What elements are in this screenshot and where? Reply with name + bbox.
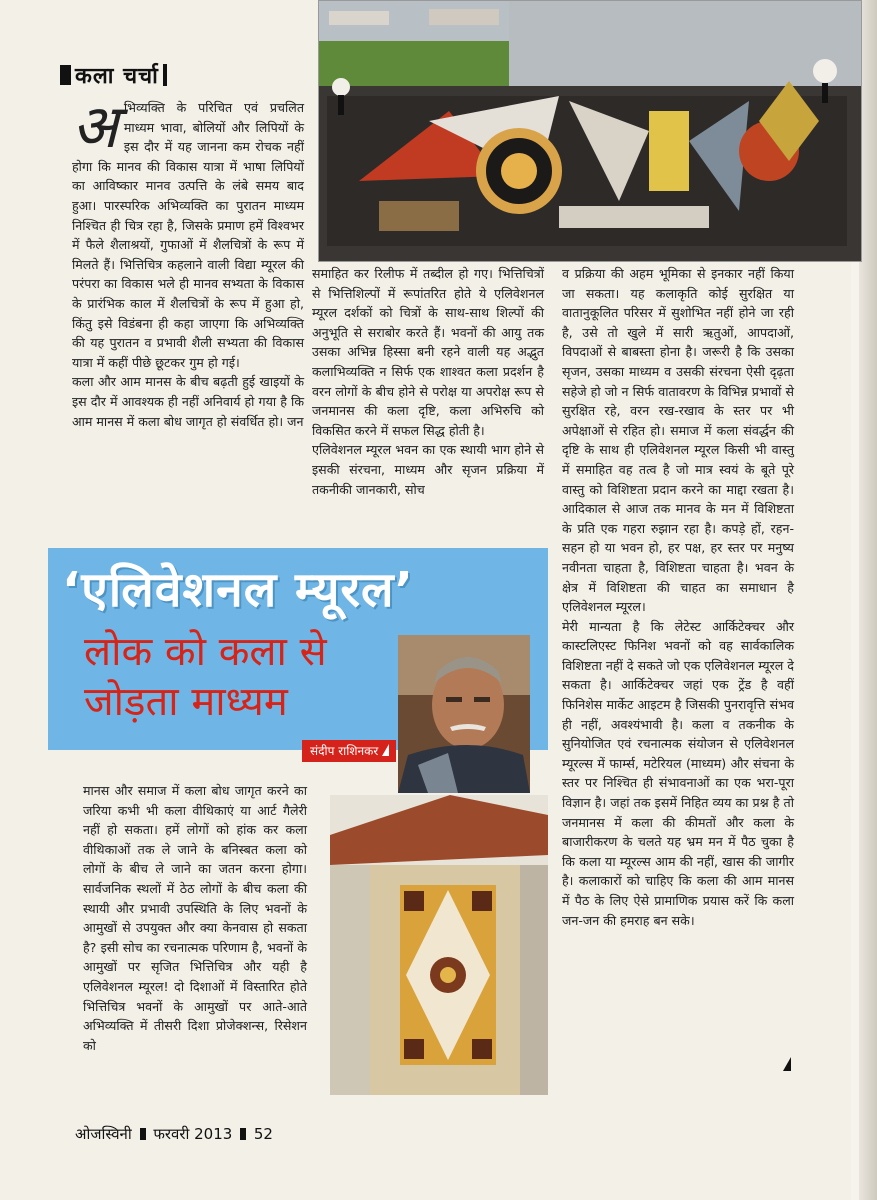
footer-issue-date: फरवरी 2013 bbox=[153, 1125, 233, 1143]
headline-title: ‘एलिवेशनल म्यूरल’ bbox=[62, 562, 414, 618]
article-paragraph: मानस और समाज में कला बोध जागृत करने का जरिया कभी भी कला वीथिकाएं या आर्ट गैलेरी नहीं हो सकता। हमें लोगों को हांक कर कला वीथिकाओं तक ले जाने के बनिस्बत कला को लोगों के बीच ले जाने का जतन करना होगा। सार्वजनिक स्थलों में ठेठ लोगों के बीच कला की स्थायी और प्रभावी उपस्थिति के लिए भवनों के आमुखों से उपयुक्त और क्या केनवास हो सकता है? इसी सोच का रचनात्मक परिणाम है, भवनों के आमुखों पर सृजित भित्तिचित्र और यही है एलिवेशनल म्यूरल! दो दिशाओं में विस्तारित होते भित्तिचित्र भवनों के आमुखों पर आते-आते अभिव्यक्ति में तीसरी दिशा प्रोजेक्शन्स, रिसेशन को bbox=[83, 783, 307, 1053]
author-portrait-photo bbox=[398, 635, 530, 793]
footer-separator bbox=[240, 1128, 246, 1140]
article-paragraph: अभिव्यक्ति के परिचित एवं प्रचलित माध्यम भावा, बोलियों और लिपियों के इस दौर में यह जानना कम रोचक नहीं होगा कि मानव की विकास यात्रा में भाषा लिपियों का आविष्कार मानव उत्पत्ति के लंबे समय बाद हुआ। पारस्परिक अभिव्यक्ति का पुरातन माध्यम निश्चित ही चित्र रहा है, जिसके प्रमाण हमें विश्वभर में फैले शैलाश्रयों, गुफाओं में शैलचित्रों के रूप में मिलते हैं। भित्तिचित्र कहलाने वाली विद्या म्यूरल की परंपरा का विकास भले ही मानव सभ्यता के विकास के प्रारंभिक काल में शैलचित्रों के रूप में हुआ हो, किंतु इसे विडंबना ही कहा जाएगा कि अभिव्यक्ति की यह पुरातन व प्रभावी शैली सभ्यता की विकास यात्रा में कहीं पीछे छूटकर गुम हो गई। bbox=[72, 92, 304, 370]
article-paragraph: व प्रक्रिया की अहम भूमिका से इनकार नहीं किया जा सकता। यह कलाकृति कोई सुरक्षित या वातानुकूलित परिसर में सुशोभित नहीं होने जा रही है, उसे तो खुले में सारी ऋतुओं, आपदाओं, विपदाओं से बाबस्ता होना है। जरूरी है कि उसका सृजन, उसका माध्यम व उसकी संरचना ऐसी दृढ़ता सहेजे हो जो न सिर्फ वातावरण के विभिन्न प्रभावों से सुरक्षित रहे, वरन रख-रखाव के स्तर पर भी अपेक्षाओं से रहित हो। समाज में कला संवर्द्धन की दृष्टि के साथ ही एलिवेशनल म्यूरल किसी भी वास्तु में समाहित वह तत्व है जो मात्र स्वयं के बूते पूरे वास्तु को विशिष्टता प्रदान करने का माद्दा रखता है। आदिकाल से आज तक मानव के मन में विशिष्टता के प्रति एक गहरा रुझान रहा है। कपड़े हों, रहन-सहन हो या भवन हो, हर पक्ष, हर स्तर पर मनुष्य नवीनता चाहता है, विशिष्टता चाहता है। भवन के क्षेत्र में विशिष्टता की चाहत का समाधान है एलिवेशनल म्यूरल। bbox=[562, 266, 794, 615]
headline-subtitle-line-1: लोक को कला से bbox=[84, 629, 327, 675]
page-footer bbox=[75, 1124, 273, 1144]
article-paragraph: समाहित कर रिलीफ में तब्दील हो गए। भित्तिचित्रों से भित्तिशिल्पों में रूपांतरित होते ये एलिवेशनल म्यूरल दर्शकों को चित्रों के साथ-साथ शिल्पों की अनुभूति से सराबोर करते हैं। भवनों की आयु तक उसका अभिन्न हिस्सा बनी रहने वाली यह अद्भुत कलाभिव्यक्ति न सिर्फ एक शाश्वत कला प्रदर्शन है वरन लोगों के बीच होने से परोक्ष या अपरोक्ष रूप से जनमानस की कला दृष्टि, कला अभिरुचि को विकसित करने में सफल सिद्ध होती है। bbox=[312, 266, 544, 438]
section-label-text: कला चर्चा bbox=[75, 64, 159, 89]
headline-subtitle-line-2: जोड़ता माध्यम bbox=[84, 679, 288, 725]
mural-wall-photo bbox=[318, 0, 862, 262]
article-column-1-continued bbox=[83, 781, 307, 1055]
article-column-3 bbox=[562, 264, 794, 930]
article-column-1 bbox=[72, 92, 304, 431]
byline-pen-mark bbox=[382, 744, 389, 756]
article-paragraph: मेरी मान्यता है कि लेटेस्ट आर्किटेक्चर और कास्टलिएस्ट फिनिश भवनों को वह सार्वकालिक विशिष्टता नहीं दे सकते जो एक एलिवेशनल म्यूरल दे सकता है। आर्किटेक्चर जहां एक ट्रेंड है वहीं फिनिशेस मार्केट आइटम है जिसकी पुनरावृत्ति संभव ही नहीं, अवश्यंभावी है। कला व तकनीक के सुनियोजित एवं रचनात्मक संयोजन से एलिवेशनल म्यूरल्स में फार्म्स, मटेरियल (माध्यम) और संचना के स्तर पर निश्चित ही संभावनाओं का एक भरा-पूरा विज्ञान है। जहां तक इसमें निहित व्यय का प्रश्न है तो जनमानस में कला की कीमतों और कला के बाजारीकरण के चलते यह भ्रम मन में पैठ चुका है कि कला या म्यूरल्स आम की नहीं, खास की जागीर है। कलाकारों को चाहिए कि कला की आम मानस में पैठ के लिए ऐसे प्रामाणिक प्रयास करें कि कला जन-जन की हमराह बन सके। bbox=[562, 618, 794, 928]
article-paragraph: एलिवेशनल म्यूरल भवन का एक स्थायी भाग होने से इसकी संरचना, माध्यम और सृजन प्रक्रिया में तकनीकी जानकारी, सोच bbox=[312, 442, 544, 497]
article-end-mark bbox=[783, 1057, 791, 1071]
footer-magazine-name: ओजस्विनी bbox=[75, 1125, 132, 1143]
drop-cap: अ bbox=[72, 92, 118, 162]
article-paragraph: कला और आम मानस के बीच बढ़ती हुई खाइयों के इस दौर में आवश्यक ही नहीं अनिवार्य हो गया है कि आम मानस में कला बोध जागृत हो संवर्धित हो। जन bbox=[72, 374, 304, 429]
article-column-2 bbox=[312, 264, 544, 499]
section-label bbox=[60, 60, 167, 90]
author-byline: संदीप राशिनकर bbox=[302, 740, 396, 762]
section-bar-mark bbox=[163, 64, 167, 86]
section-square-mark bbox=[60, 65, 71, 85]
building-facade-mural-photo bbox=[330, 795, 548, 1095]
footer-separator bbox=[140, 1128, 146, 1140]
footer-page-number: 52 bbox=[253, 1125, 273, 1143]
